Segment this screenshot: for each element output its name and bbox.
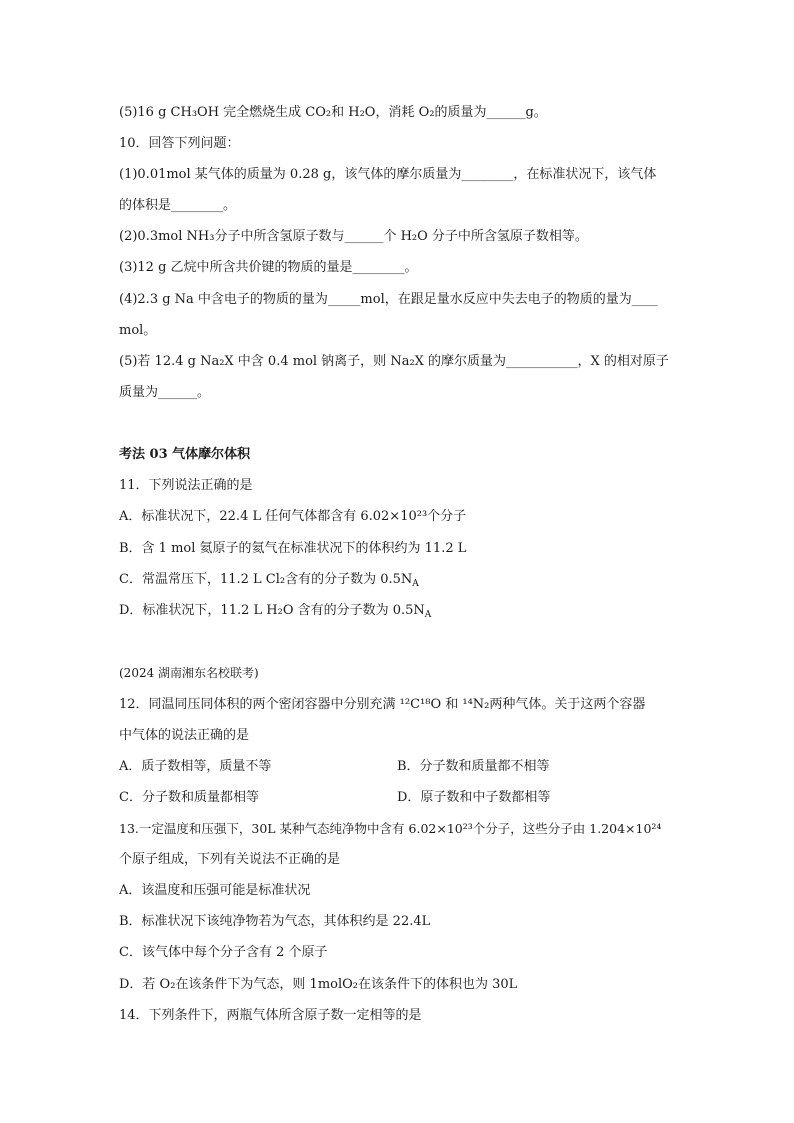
q10-part1-line1: (1)0.01mol 某气体的质量为 0.28 g，该气体的摩尔质量为________，在标准状况下，该气体 (119, 167, 657, 182)
q13-option-b: B．标准状况下该纯净物若为气态，其体积约是 22.4L (119, 914, 431, 929)
q11-stem: 11．下列说法正确的是 (119, 478, 253, 493)
q12-options-row2 (119, 789, 679, 807)
q12-stem-line1: 12．同温同压同体积的两个密闭容器中分别充满 ¹²C¹⁸O 和 ¹⁴N₂两种气体。关于这两个容器 (119, 697, 646, 712)
q12-option-d: D．原子数和中子数都相等 (397, 790, 551, 805)
section-heading: 考法 03 气体摩尔体积 (119, 447, 251, 462)
q12-options-row1 (119, 758, 679, 776)
q10-part4-line2: mol。 (119, 323, 157, 338)
q13-stem-line1: 13.一定温度和压强下，30L 某种气态纯净物中含有 6.02×10²³个分子，这些分子由 1.204×10²⁴ (119, 821, 662, 836)
q14-stem: 14．下列条件下，两瓶气体所含原子数一定相等的是 (119, 1008, 422, 1023)
q9-part5: (5)16 g CH₃OH 完全燃烧生成 CO₂和 H₂O，消耗 O₂的质量为______g。 (119, 105, 547, 120)
q11-option-d: D．标准状况下，11.2 L H₂O 含有的分子数为 $0.5N_A$ (119, 603, 432, 620)
q11-option-a: A．标准状况下，22.4 L 任何气体都含有 6.02×10²³个分子 (119, 509, 467, 524)
q12-option-a: A．质子数相等，质量不等 (119, 759, 272, 774)
q12-option-c: C．分子数和质量都相等 (119, 790, 259, 805)
q10-stem: 10．回答下列问题： (119, 136, 240, 151)
q13-option-d: D．若 O₂在该条件下为气态，则 1molO₂在该条件下的体积也为 30L (119, 977, 518, 992)
q13-option-c: C．该气体中每个分子含有 2 个原子 (119, 945, 328, 960)
q10-part5-line2: 质量为______。 (119, 385, 211, 400)
q11-option-b: B．含 1 mol 氦原子的氦气在标准状况下的体积约为 11.2 L (119, 541, 467, 556)
q10-part3: (3)12 g 乙烷中所含共价键的物质的量是________。 (119, 260, 418, 275)
q10-part4-line1: (4)2.3 g Na 中含电子的物质的量为_____mol，在跟足量水反应中失去电子的物质的量为____ (119, 292, 658, 307)
q10-part1-line2: 的体积是________。 (119, 198, 237, 213)
q12-stem-line2: 中气体的说法正确的是 (119, 728, 250, 743)
source-note: (2024 湖南湘东名校联考) (119, 666, 259, 680)
q11-option-c: C．常温常压下，11.2 L Cl₂含有的分子数为 $0.5N_A$ (119, 572, 419, 589)
q10-part2: (2)0.3mol NH₃分子中所含氢原子数与______个 H₂O 分子中所含氢原子数相等。 (119, 229, 588, 244)
q13-option-a: A．该温度和压强可能是标准状况 (119, 883, 311, 898)
q12-option-b: B．分子数和质量都不相等 (397, 759, 550, 774)
q10-part5-line1: (5)若 12.4 g Na₂X 中含 0.4 mol 钠离子，则 Na₂X 的摩尔质量为___________，X 的相对原子 (119, 354, 669, 369)
q13-stem-line2: 个原子组成，下列有关说法不正确的是 (119, 852, 341, 867)
